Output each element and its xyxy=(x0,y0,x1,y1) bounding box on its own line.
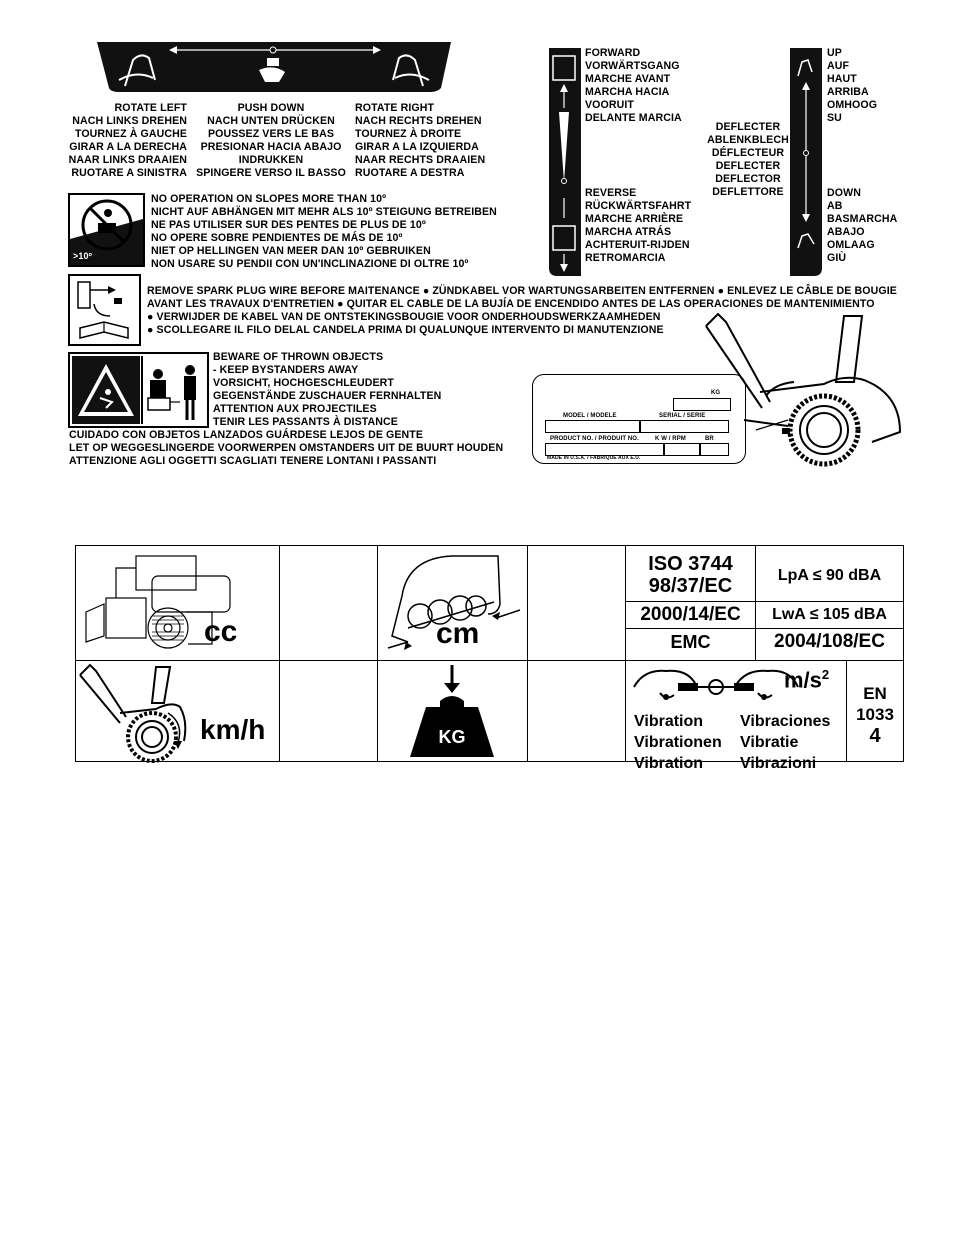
vibration-label: Vibrationen xyxy=(634,734,722,751)
deflector-up-label: ARRIBA xyxy=(827,86,869,98)
slope-warning-line: NE PAS UTILISER SUR DES PENTES DE PLUS DE 10º xyxy=(151,219,426,231)
deflector-up-label: OMHOOG xyxy=(827,99,878,111)
drive-direction-decal xyxy=(549,48,581,276)
ms2-exponent: 2 xyxy=(821,667,830,682)
thrown-objects-line: GEGENSTÄNDE ZUSCHAUER FERNHALTEN xyxy=(213,390,442,402)
rotate-right-label: GIRAR A LA IZQUIERDA xyxy=(355,141,479,153)
weight-kg-value xyxy=(528,661,626,762)
reverse-label: REVERSE xyxy=(585,187,637,199)
kg-weight-label: KG xyxy=(438,727,466,747)
plate-product-label: PRODUCT NO. / PRODUIT NO. xyxy=(550,436,639,442)
reverse-labels xyxy=(585,187,691,265)
thrown-objects-line: BEWARE OF THROWN OBJECTS xyxy=(213,351,384,363)
deflector-down-label: ABAJO xyxy=(827,226,865,238)
slope-warning-text xyxy=(151,193,497,271)
noise-iso-cell xyxy=(626,546,756,661)
plate-kg-label: KG xyxy=(711,390,721,396)
snowblower-illustration xyxy=(704,312,904,467)
push-down-label: POUSSEZ VERS LE BAS xyxy=(207,128,335,140)
rotate-left-labels xyxy=(62,102,187,180)
deflector-label: DEFLECTER xyxy=(715,121,781,133)
spec-table xyxy=(75,545,904,772)
cc-label: cc xyxy=(204,615,238,648)
slope-warning-line: NICHT AUF ABHÄNGEN MIT MEHR ALS 10º STEIGUNG BETREIBEN xyxy=(151,206,497,218)
vibration-label: Vibrazioni xyxy=(740,755,817,772)
rotate-left-label: RUOTARE A SINISTRA xyxy=(71,167,187,179)
reverse-label: RETROMARCIA xyxy=(585,252,666,264)
spark-plug-line: ● SCOLLEGARE IL FILO DELAL CANDELA PRIMA DI QUALUNQUE INTERVENTO DI MANUTENZIONE xyxy=(147,324,664,336)
deflector-label: DEFLECTER xyxy=(715,160,781,172)
thrown-objects-line: LET OP WEGGESLINGERDE VOORWERPEN OMSTANDERS UIT DE BUURT HOUDEN xyxy=(69,442,504,454)
engine-cc-cell xyxy=(76,546,280,661)
machinery-directive: 98/37/EC xyxy=(648,574,733,597)
deflector-down-label: BASMARCHA xyxy=(827,213,898,225)
lpa-value: LpA ≤ 90 dBA xyxy=(777,566,882,584)
deflector-label: DÉFLECTEUR xyxy=(711,147,785,159)
thrown-objects-full-text xyxy=(69,429,503,468)
vibration-label: Vibration xyxy=(634,755,704,772)
vibration-labels-left xyxy=(634,711,722,774)
en-part: 4 xyxy=(869,725,881,747)
slope-warning-icon xyxy=(68,193,145,267)
en-standard xyxy=(848,683,902,747)
spark-plug-line: REMOVE SPARK PLUG WIRE BEFORE MAITENANCE ● ZÜNDKABEL VOR WARTUNGSARBEITEN ENTFERNEN ● ENLEVEZ LE CÂBLE DE BOUGIE xyxy=(147,285,897,297)
vibration-cell xyxy=(626,661,904,772)
spark-plug-line: AVANT LES TRAVAUX D'ENTRETIEN ● QUITAR EL CABLE DE LA BUJÍA DE ENCENDIDO ANTES DE LAS OPERACIONES DE MANTENIMIENTO xyxy=(147,298,875,310)
ms2-unit: m/s xyxy=(784,667,822,693)
thrown-objects-line: TENIR LES PASSANTS À DISTANCE xyxy=(213,416,398,428)
plate-br-label: BR xyxy=(705,436,714,442)
ms2-label xyxy=(784,663,829,692)
forward-label: DELANTE MARCIA xyxy=(585,112,682,124)
width-cm-value xyxy=(528,546,626,661)
deflector-up-label: UP xyxy=(827,47,842,59)
spark-plug-icon xyxy=(68,274,141,346)
plate-model-label: MODEL / MODELE xyxy=(563,413,617,419)
noise-values-cell xyxy=(756,546,904,661)
forward-label: FORWARD xyxy=(585,47,641,59)
emc-directive: 2004/108/EC xyxy=(774,630,885,652)
rotate-right-label: ROTATE RIGHT xyxy=(355,102,435,114)
vibration-label: Vibration xyxy=(634,713,704,730)
thrown-objects-line: CUIDADO CON OBJETOS LANZADOS GUÁRDESE LEJOS DE GENTE xyxy=(69,429,424,441)
deflector-up-label: SU xyxy=(827,112,842,124)
emc-label: EMC xyxy=(670,631,711,652)
rotate-right-labels xyxy=(355,102,495,180)
forward-label: VORWÄRTSGANG xyxy=(585,60,680,72)
vibration-label: Vibraciones xyxy=(740,713,831,730)
forward-labels xyxy=(585,47,682,125)
noise-directive: 2000/14/EC xyxy=(640,603,741,625)
plate-serial-label: SERIAL / SERIE xyxy=(659,413,706,419)
rotate-left-label: NACH LINKS DREHEN xyxy=(72,115,187,127)
deflector-up-labels xyxy=(827,47,877,125)
rotate-right-label: RUOTARE A DESTRA xyxy=(355,167,465,179)
rotate-right-label: NACH RECHTS DREHEN xyxy=(355,115,482,127)
vibration-label: Vibratie xyxy=(740,734,799,751)
thrown-objects-line: - KEEP BYSTANDERS AWAY xyxy=(213,364,359,376)
reverse-label: MARCHE ARRIÈRE xyxy=(585,213,684,225)
width-cm-cell xyxy=(378,546,528,661)
push-down-label: PUSH DOWN xyxy=(237,102,305,114)
weight-kg-cell xyxy=(378,661,528,762)
rotate-left-label: GIRAR A LA DERECHA xyxy=(69,141,187,153)
iso-standard: ISO 3744 xyxy=(648,552,733,575)
push-down-label: SPINGERE VERSO IL BASSO xyxy=(196,167,346,179)
forward-label: MARCHA HACIA xyxy=(585,86,670,98)
rotate-right-label: NAAR RECHTS DRAAIEN xyxy=(355,154,486,166)
thrown-objects-line: ATTENTION AUX PROJECTILES xyxy=(213,403,377,415)
cm-label: cm xyxy=(436,617,480,650)
plate-kw-label: K W / RPM xyxy=(655,436,686,442)
deflector-label: ABLENKBLECH xyxy=(707,134,789,146)
reverse-label: RÜCKWÄRTSFAHRT xyxy=(585,200,692,212)
reverse-label: MARCHA ATRÁS xyxy=(585,226,672,238)
rotate-right-label: TOURNEZ À DROITE xyxy=(355,128,462,140)
rotate-left-label: TOURNEZ À GAUCHE xyxy=(74,128,187,140)
plate-kw-box xyxy=(663,443,701,456)
engine-cc-value xyxy=(280,546,378,661)
push-down-label: PRESIONAR HACIA ABAJO xyxy=(200,141,342,153)
en-number: 1033 xyxy=(856,705,894,724)
forward-label: VOORUIT xyxy=(585,99,634,111)
rotate-left-label: NAAR LINKS DRAAIEN xyxy=(68,154,187,166)
push-down-labels xyxy=(196,102,346,180)
kmh-label: km/h xyxy=(200,714,266,745)
deflector-label: DEFLETTORE xyxy=(712,186,784,198)
lwa-value: LwA ≤ 105 dBA xyxy=(772,605,887,623)
thrown-objects-line: ATTENZIONE AGLI OGGETTI SCAGLIATI TENERE LONTANI I PASSANTI xyxy=(69,455,437,467)
slope-warning-line: NO OPERATION ON SLOPES MORE THAN 10º xyxy=(151,193,387,205)
vibration-labels-right xyxy=(740,711,830,774)
speed-kmh-cell xyxy=(76,661,280,762)
deflector-up-label: HAUT xyxy=(827,73,857,85)
push-down-label: INDRUKKEN xyxy=(238,154,304,166)
speed-kmh-value xyxy=(280,661,378,762)
deflector-label: DEFLECTOR xyxy=(715,173,781,185)
en-label: EN xyxy=(863,684,887,703)
deflector-decal xyxy=(790,48,822,276)
rotate-left-label: ROTATE LEFT xyxy=(114,102,187,114)
thrown-objects-icon xyxy=(68,352,209,428)
deflector-up-label: AUF xyxy=(827,60,850,72)
deflector-down-label: DOWN xyxy=(827,187,861,199)
vibration-handles-icon xyxy=(630,665,802,705)
spark-plug-line: ● VERWIJDER DE KABEL VAN DE ONTSTEKINGSBOUGIE VOOR ONDERHOUDSWERKZAAMHEDEN xyxy=(147,311,661,323)
plate-made-in: MADE IN U.S.A. / FABRIQUE AUX E.U. xyxy=(547,455,641,461)
push-down-label: NACH UNTEN DRÜCKEN xyxy=(207,115,335,127)
thrown-objects-line: VORSICHT, HOCHGESCHLEUDERT xyxy=(213,377,394,389)
forward-label: MARCHE AVANT xyxy=(585,73,671,85)
deflector-down-labels xyxy=(827,187,897,265)
thrown-objects-side-text xyxy=(213,351,441,429)
plate-model-box xyxy=(545,420,641,433)
deflector-down-label: GIÙ xyxy=(827,252,847,264)
slope-warning-line: NIET OP HELLINGEN VAN MEER DAN 10º GEBRUIKEN xyxy=(151,245,431,257)
deflector-labels xyxy=(700,121,796,199)
slope-badge: >10º xyxy=(73,251,92,261)
deflector-down-label: OMLAAG xyxy=(827,239,875,251)
deflector-down-label: AB xyxy=(827,200,843,212)
chute-rotation-decal xyxy=(97,40,451,95)
slope-warning-line: NO OPERE SOBRE PENDIENTES DE MÁS DE 10º xyxy=(151,232,403,244)
reverse-label: ACHTERUIT-RIJDEN xyxy=(585,239,690,251)
slope-warning-line: NON USARE SU PENDII CON UN'INCLINAZIONE DI OLTRE 10º xyxy=(151,258,469,270)
